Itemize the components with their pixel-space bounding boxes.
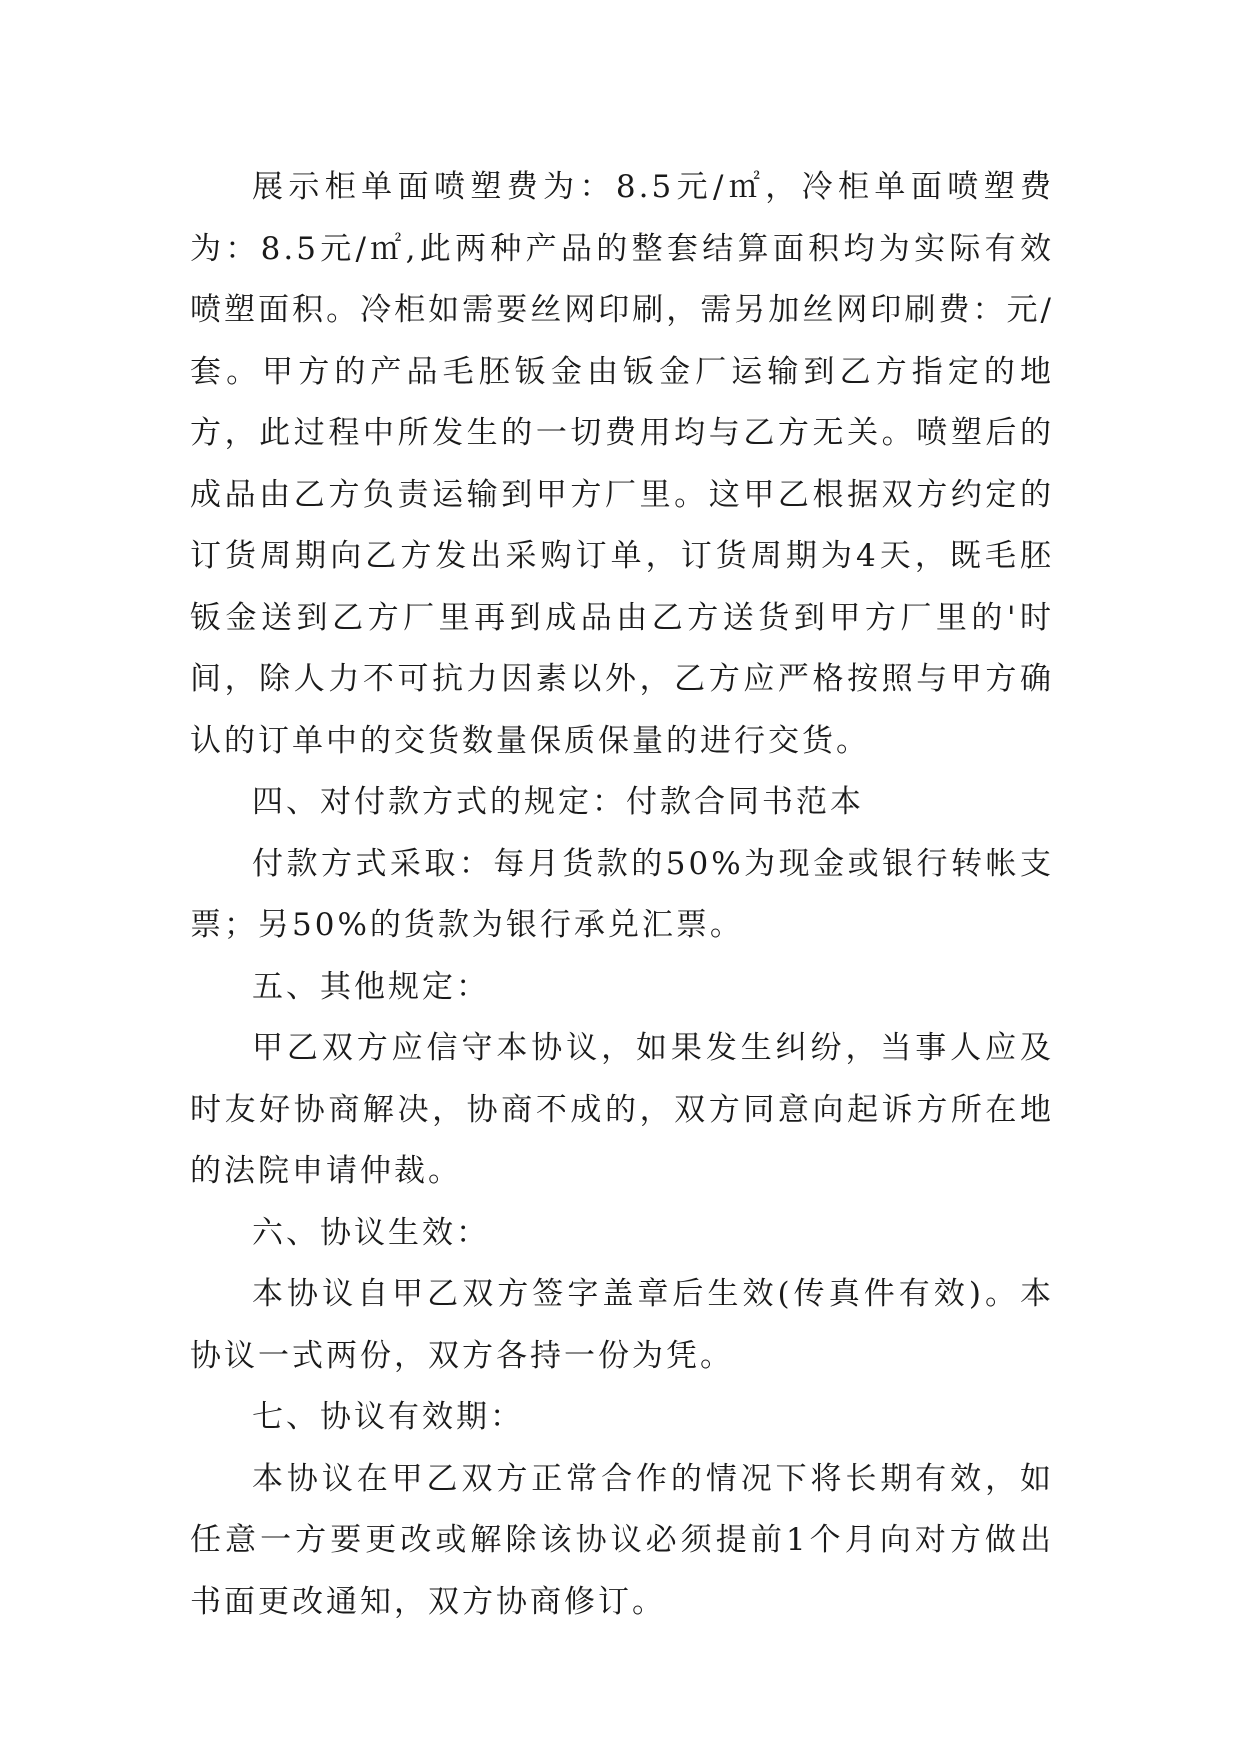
paragraph-spraying-fees: 展示柜单面喷塑费为：8.5元/㎡，冷柜单面喷塑费为：8.5元/㎡,此两种产品的整套结算面积均为实际有效喷塑面积。冷柜如需要丝网印刷，需另加丝网印刷费：元/套。甲方的产品毛胚钣金由钣金厂运输到乙方指定的地方，此过程中所发生的一切费用均与乙方无关。喷塑后的成品由乙方负责运输到甲方厂里。这甲乙根据双方约定的订货周期向乙方发出采购订单，订货周期为4天，既毛胚钣金送到乙方厂里再到成品由乙方送货到甲方厂里的'时间，除人力不可抗力因素以外，乙方应严格按照与甲方确认的订单中的交货数量保质保量的进行交货。 xyxy=(190,169,1054,759)
heading-other-provisions: 五、其他规定： xyxy=(252,968,490,1005)
paragraph-payment-method: 付款方式采取：每月货款的50%为现金或银行转帐支票；另50%的货款为银行承兑汇票。 xyxy=(190,845,1054,943)
paragraph-agreement-effect: 本协议自甲乙双方签字盖章后生效(传真件有效)。本协议一式两份，双方各持一份为凭。 xyxy=(190,1276,1054,1374)
heading-payment-terms: 四、对付款方式的规定：付款合同书范本 xyxy=(252,784,864,820)
heading-agreement-effect: 六、协议生效： xyxy=(252,1214,490,1251)
paragraph-dispute-resolution: 甲乙双方应信守本协议，如果发生纠纷，当事人应及时友好协商解决，协商不成的，双方同意向起诉方所在地的法院申请仲裁。 xyxy=(190,1030,1054,1189)
paragraph-validity-period: 本协议在甲乙双方正常合作的情况下将长期有效，如任意一方要更改或解除该协议必须提前1个月向对方做出书面更改通知，双方协商修订。 xyxy=(190,1460,1054,1620)
heading-validity-period: 七、协议有效期： xyxy=(252,1399,524,1435)
document-body xyxy=(190,157,1054,1633)
